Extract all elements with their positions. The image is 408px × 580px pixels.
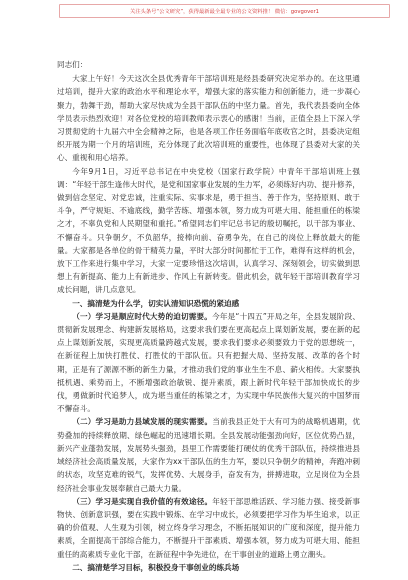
subsection-1-lead: （一）学习是顺应时代大势的迫切需要。 (72, 311, 213, 321)
speech-body (57, 58, 360, 574)
section-heading-1: 一、搞清楚为什么学，切实认清知识恐慌的紧迫感 (72, 298, 240, 308)
subsection-1-body: 今年是“十四五”开局之年，全县发展阶段、贯彻新发展理念、构建新发展格局，这要求我们要在更高起点上谋划新发展，要在新的起点上谋划新发展，实现更高质量跨越式发展，要求我们要求必须要致力于党的思想统一，在新征程上加快打胜仗、打胜仗的干部队伍。只有把握大局、坚持发展、改革的各个时期，正是有了源源不断的新生力量，才推动我们党的事业生生不息、薪火相传。大家要执抵机遇、乘势而上，不断增强政治敏锐、提升素质，跟上新时代年轻干部加快成长的步伐，勇做新时代追梦人，成为堪当重任的栋梁之才，为实现中华民族伟大复兴的中国梦而不懈奋斗。 (57, 311, 361, 414)
greeting: 同志们： (57, 60, 88, 69)
section-heading-2: 二、搞清楚学习目标，积极投身干事创业的练兵场 (72, 562, 240, 572)
subsection-1 (57, 310, 360, 416)
subsection-2-body: 当前我县正处于大有可为的战略机遇期，优势叠加的持续释放期、绿色崛起的迅速增长期。全县发展动能强劲向好，区位优势凸显，新兴产业蓬勃发展，发展势头强劲，县里工作需要能打硬仗的优秀干部队伍，持续推进县域经济社会高质量发展，大家作为xx干部队伍的生力军，要以只争朝夕的精神，奔跑冲刺的状态，攻坚克难的锐气，发挥优势、大展身手，奋发有为，拼搏进取，立足岗位为全县经济社会事业发展奉献自己最大力量。 (57, 417, 360, 493)
subsection-3-lead: （三）学习是实现自我价值的有效途径。 (72, 496, 213, 506)
promo-banner: 关注头条号“公文研究”，获得最新最全最专业的公文资料推！ 微信：govgover1 (59, 4, 390, 18)
subsection-2-lead: （二）学习是助力县域发展的现实需要。 (72, 417, 213, 427)
subsection-3 (57, 495, 360, 561)
intro-paragraph: 大家上午好！今天这次全县优秀青年干部培训班是经县委研究决定举办的。在这里通过培训，提升大家的政治水平和理论水平，增强大家的落实能力和创新能力，进一步凝心聚力，勃舞干劲，帮助大家尽快成为全县干部队伍的中坚力量。首先，我代表县委向全体学员表示热烈欢迎！对各位党校的培训教师表示衷心的感谢！当前，正值全县上下深入学习贯彻党的十九届六中全会精神之际，也是各项工作任务面临年底收官之时，县委决定组织开展为期一个月的培训班，充分体现了此次培训班的重要性，也体现了县委对大家的关心、重视和用心培养。 (57, 74, 360, 163)
subsection-3-body: 年轻干部思维活跃、学习能力强、接受新事物快、创新意识强，要在实践中锻炼、在学习中成长，必须要把学习作为毕生追求，以正确的价值观、人生观为引领，树立终身学习理念，不断拓展知识的广度和深度，提升能力素质，全面提高干部综合能力，不断提升干部素质、增强本领，努力成为可堪大用、能担重任的高素质专业化干部，在新征程中争先进位，在干事创业的道路上勇立潮头。 (57, 496, 360, 559)
quote-paragraph: 今年9月1日，习近平总书记在中央党校（国家行政学院）中青年干部培训班上强调：“年轻干部生逢伟大时代，是党和国家事业发展的生力军，必须练好内功、提升修养，做到信念坚定、对党忠诚，注重实际、实事求是，勇于担当、善于作为，坚持原则、敢于斗争，严守规矩、不逾底线，勤学苦练、增强本领，努力成为可堪大用、能担重任的栋梁之才，不辜负党和人民期望和重托。”希望同志们牢记总书记的殷切嘱托，以干部为事业、不懈奋斗。只争朝夕，不负韶华，接棒向前、奋勇争先，在自己的岗位上释放最大的能量。大家都是各单位的骨干精英力量，平时大部分时间都忙于工作，难得有这样的机会，放下工作来进行集中学习，大家一定要珍惜这次培训，认真学习、深刻领会，切实做到思想上有新提高、能力上有新进步、作风上有新转变。借此机会，就年轻干部培训教育学习成长问题，讲几点意见。 (57, 166, 360, 295)
subsection-2 (57, 415, 360, 494)
